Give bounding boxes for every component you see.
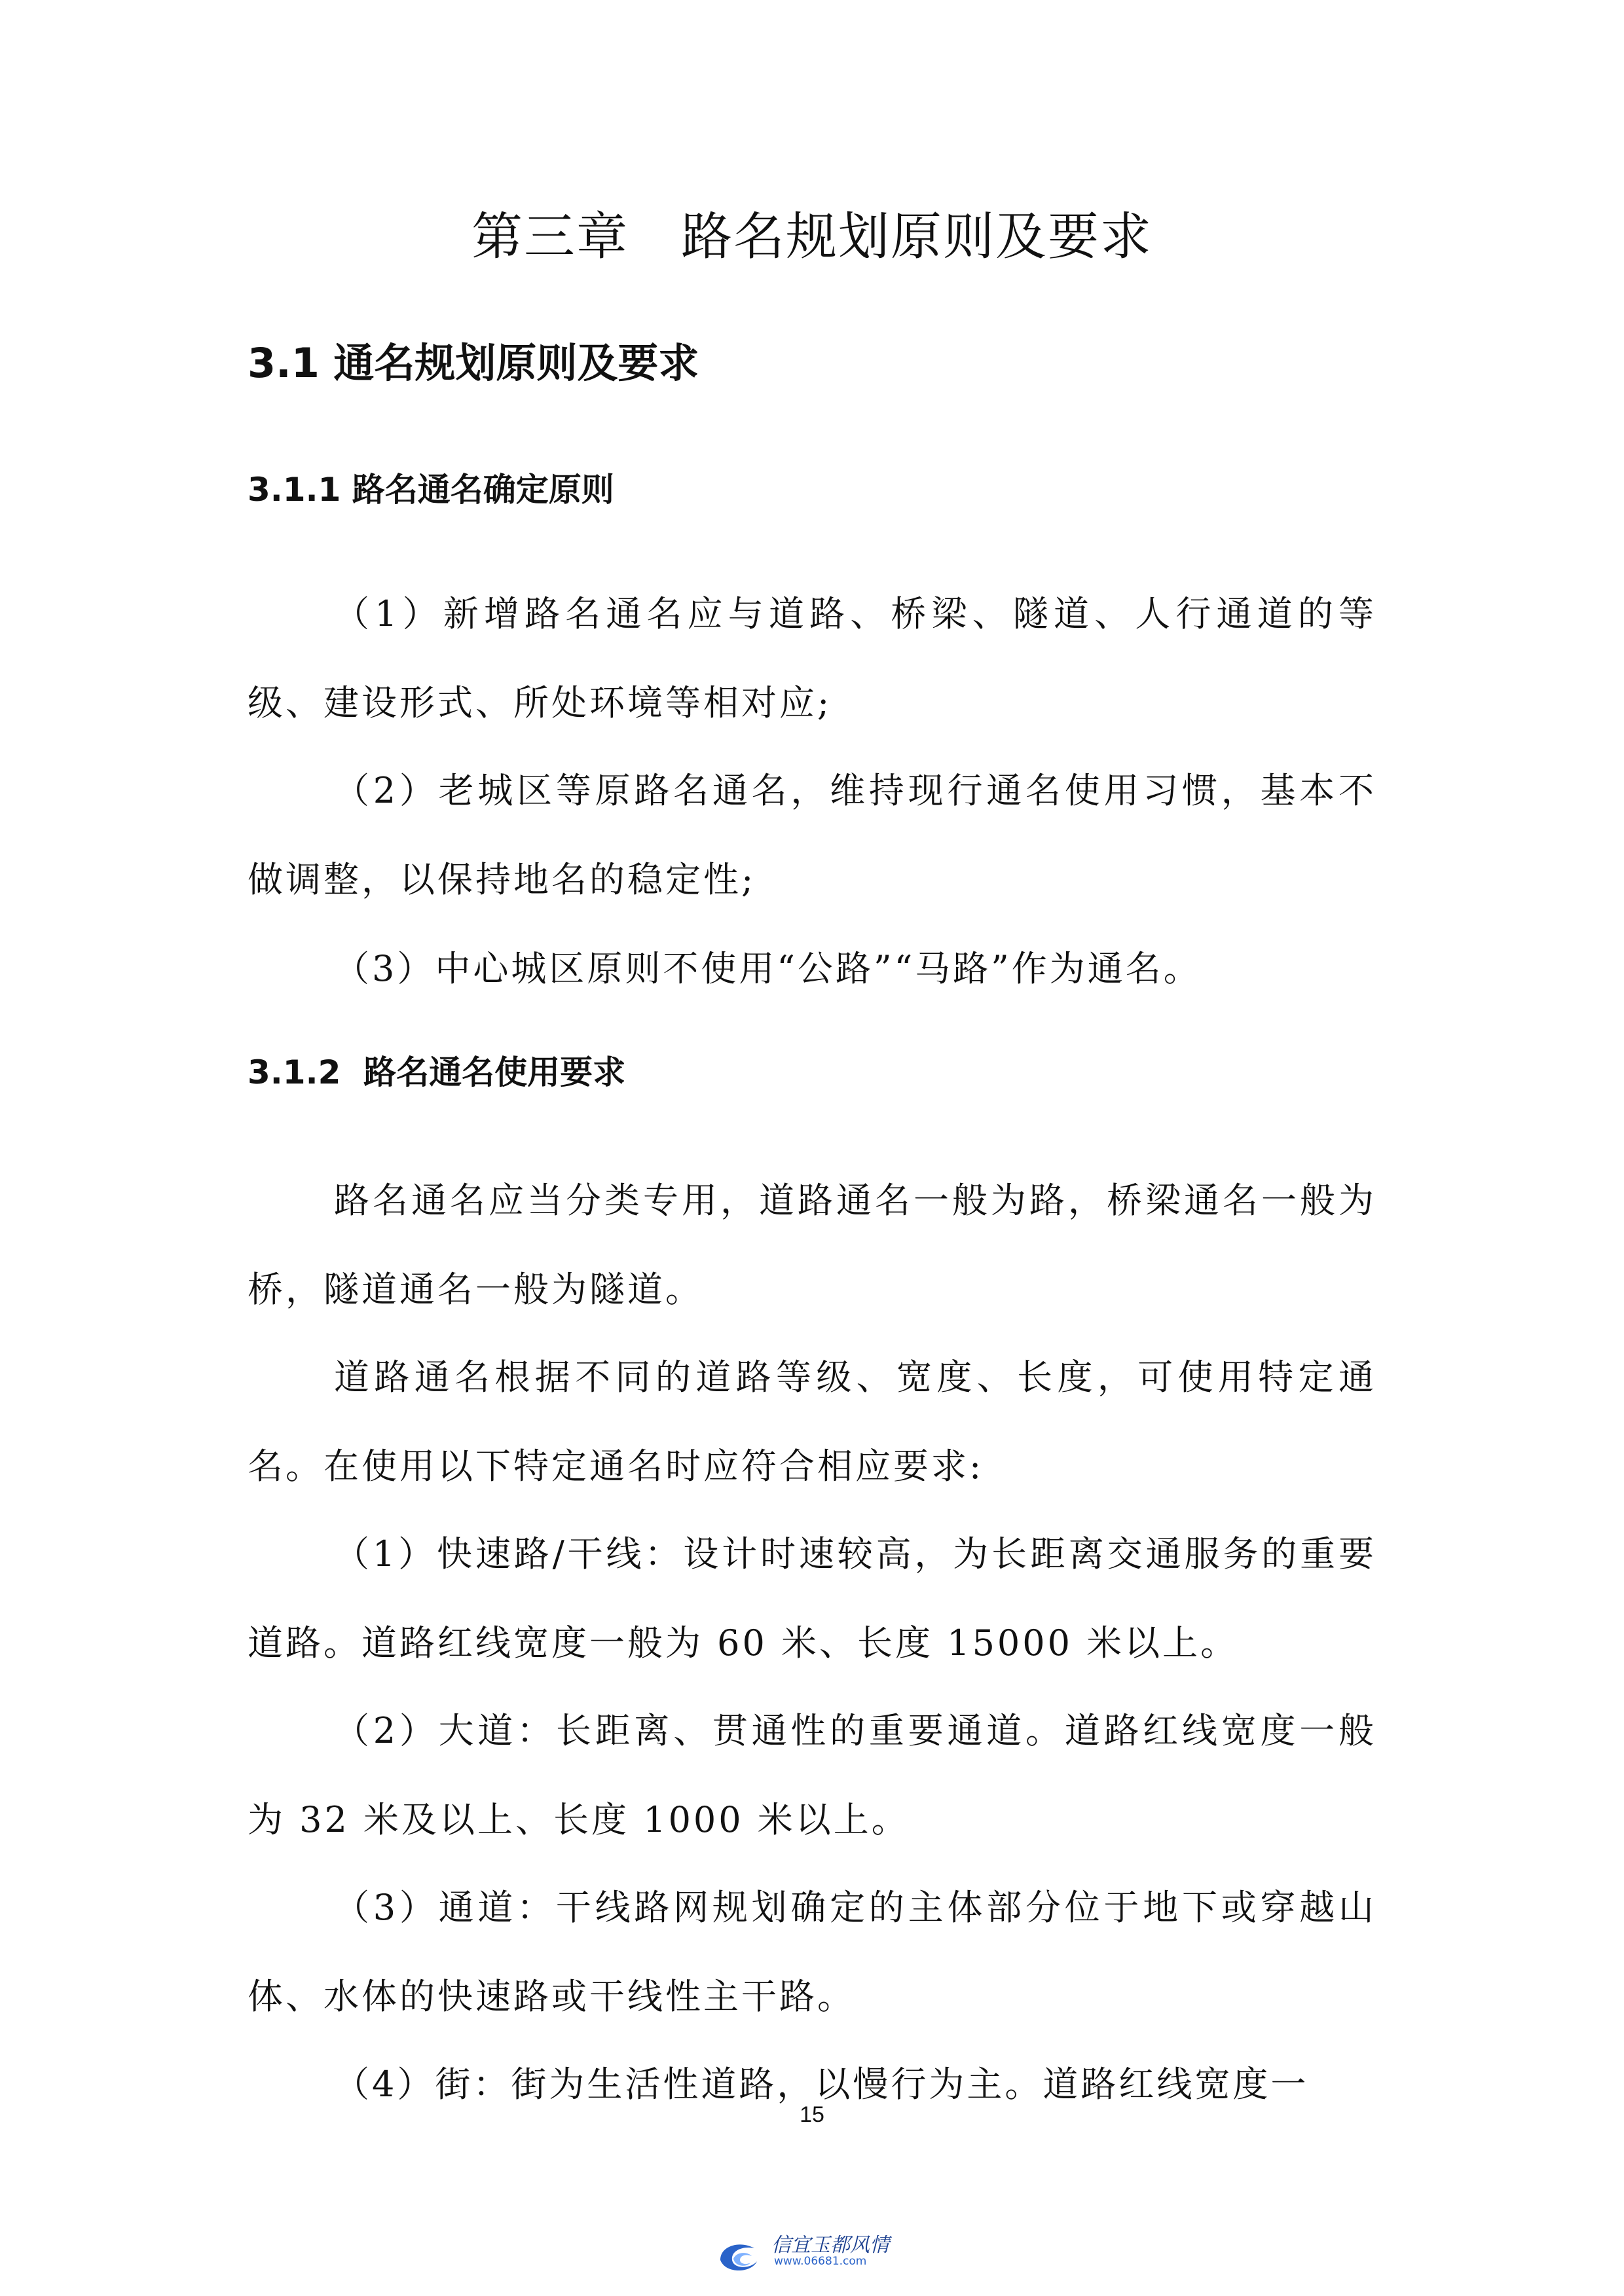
subsection-heading-2: 3.1.2 路名通名使用要求 xyxy=(248,1053,626,1091)
watermark-url: www.06681.com xyxy=(774,2255,867,2268)
section-heading: 3.1 通名规划原则及要求 xyxy=(248,339,699,387)
paragraph: （1）快速路/干线：设计时速较高，为长距离交通服务的重要道路。道路红线宽度一般为 60 米、长度 15000 米以上。 xyxy=(248,1533,1376,1664)
paragraph: （4）街：街为生活性道路，以慢行为主。道路红线宽度一 xyxy=(334,2064,1309,2105)
subsection-heading-1: 3.1.1 路名通名确定原则 xyxy=(248,471,614,509)
watermark-text: 信宜玉都风情 xyxy=(771,2234,889,2257)
page-number: 15 xyxy=(800,2102,824,2127)
paragraph: 路名通名应当分类专用，道路通名一般为路，桥梁通名一般为桥，隧道通名一般为隧道。 xyxy=(248,1180,1376,1310)
paragraph: （3）中心城区原则不使用“公路”“马路”作为通名。 xyxy=(334,948,1202,989)
swirl-logo-icon xyxy=(714,2226,773,2278)
paragraph: （2）老城区等原路名通名，维持现行通名使用习惯，基本不做调整，以保持地名的稳定性; xyxy=(248,770,1376,900)
watermark-logo xyxy=(714,2226,910,2278)
paragraph: 道路通名根据不同的道路等级、宽度、长度，可使用特定通名。在使用以下特定通名时应符合相应要求: xyxy=(248,1357,1376,1487)
chapter-title: 第三章 路名规划原则及要求 xyxy=(471,208,1153,266)
paragraph: （2）大道：长距离、贯通性的重要通道。道路红线宽度一般为 32 米及以上、长度 1000 米以上。 xyxy=(248,1710,1376,1840)
paragraph: （3）通道：干线路网规划确定的主体部分位于地下或穿越山体、水体的快速路或干线性主干路。 xyxy=(248,1887,1376,2017)
paragraph: （1）新增路名通名应与道路、桥梁、隧道、人行通道的等级、建设形式、所处环境等相对应; xyxy=(248,593,1376,723)
